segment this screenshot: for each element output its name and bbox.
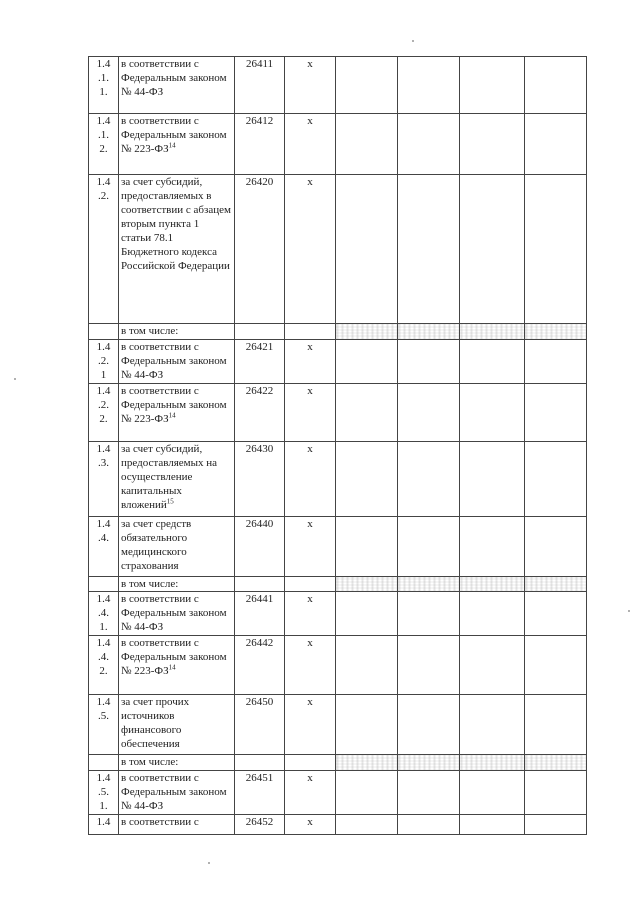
row-description-text: в том числе: — [121, 578, 179, 590]
table-row — [89, 592, 587, 636]
row-code: 26440 — [235, 517, 285, 577]
empty-cell — [336, 755, 398, 771]
row-description-text: в соответствии с Федеральным законом № 223-ФЗ — [121, 115, 227, 155]
row-number: 1.4 .3. — [89, 442, 119, 517]
empty-cell — [525, 577, 587, 592]
empty-cell — [460, 636, 525, 695]
row-description — [119, 577, 235, 592]
empty-cell — [525, 114, 587, 175]
empty-cell — [398, 517, 460, 577]
row-description — [119, 755, 235, 771]
row-description — [119, 771, 235, 815]
table-row — [89, 340, 587, 384]
row-description — [119, 324, 235, 340]
empty-cell — [525, 517, 587, 577]
row-number: 1.4 .4. 2. — [89, 636, 119, 695]
empty-cell — [460, 114, 525, 175]
empty-cell — [398, 324, 460, 340]
empty-cell — [336, 114, 398, 175]
row-x-mark — [285, 324, 336, 340]
empty-cell — [336, 577, 398, 592]
empty-cell — [398, 175, 460, 324]
row-description-text: в том числе: — [121, 756, 179, 768]
row-code: 26422 — [235, 384, 285, 442]
row-code: 26451 — [235, 771, 285, 815]
footnote-ref: 14 — [168, 663, 176, 672]
row-code: 26441 — [235, 592, 285, 636]
empty-cell — [336, 175, 398, 324]
row-description — [119, 592, 235, 636]
empty-cell — [460, 695, 525, 755]
row-description — [119, 384, 235, 442]
row-description — [119, 695, 235, 755]
empty-cell — [525, 636, 587, 695]
empty-cell — [460, 517, 525, 577]
table-body — [89, 57, 587, 835]
empty-cell — [525, 771, 587, 815]
empty-cell — [336, 815, 398, 835]
empty-cell — [398, 577, 460, 592]
empty-cell — [460, 815, 525, 835]
empty-cell — [460, 340, 525, 384]
subtotal-row — [89, 755, 587, 771]
row-code — [235, 577, 285, 592]
row-description-text: в соответствии с Федеральным законом № 44-ФЗ — [121, 772, 227, 812]
row-description — [119, 517, 235, 577]
row-x-mark: x — [285, 592, 336, 636]
empty-cell — [336, 442, 398, 517]
empty-cell — [525, 324, 587, 340]
row-x-mark — [285, 755, 336, 771]
row-description-text: за счет прочих источников финансового обеспечения — [121, 696, 190, 750]
empty-cell — [398, 384, 460, 442]
empty-cell — [336, 695, 398, 755]
empty-cell — [460, 771, 525, 815]
empty-cell — [525, 57, 587, 114]
row-x-mark: x — [285, 771, 336, 815]
empty-cell — [336, 517, 398, 577]
empty-cell — [336, 384, 398, 442]
row-code: 26412 — [235, 114, 285, 175]
empty-cell — [525, 695, 587, 755]
row-x-mark: x — [285, 636, 336, 695]
row-x-mark: x — [285, 340, 336, 384]
empty-cell — [336, 592, 398, 636]
row-code: 26452 — [235, 815, 285, 835]
row-number: 1.4 .2. 1 — [89, 340, 119, 384]
empty-cell — [525, 175, 587, 324]
row-description — [119, 636, 235, 695]
table-row — [89, 175, 587, 324]
row-number: 1.4 .1. 1. — [89, 57, 119, 114]
empty-cell — [460, 175, 525, 324]
row-number: 1.4 .4. — [89, 517, 119, 577]
empty-cell — [336, 324, 398, 340]
table-row — [89, 384, 587, 442]
table-row — [89, 442, 587, 517]
empty-cell — [460, 755, 525, 771]
row-x-mark: x — [285, 442, 336, 517]
row-code: 26450 — [235, 695, 285, 755]
empty-cell — [398, 442, 460, 517]
empty-cell — [398, 815, 460, 835]
empty-cell — [525, 755, 587, 771]
empty-cell — [525, 442, 587, 517]
row-description-text: в соответствии с Федеральным законом № 44-ФЗ — [121, 341, 227, 381]
empty-cell — [398, 592, 460, 636]
row-code: 26442 — [235, 636, 285, 695]
subtotal-row — [89, 577, 587, 592]
row-description-text: в соответствии с Федеральным законом № 223-ФЗ — [121, 637, 227, 677]
row-number: 1.4 .5. — [89, 695, 119, 755]
empty-cell — [398, 114, 460, 175]
table-row — [89, 57, 587, 114]
row-x-mark: x — [285, 815, 336, 835]
report-table — [88, 56, 587, 835]
table-row — [89, 114, 587, 175]
row-x-mark: x — [285, 384, 336, 442]
empty-cell — [398, 695, 460, 755]
row-description-text: в том числе: — [121, 325, 179, 337]
empty-cell — [525, 340, 587, 384]
row-number — [89, 577, 119, 592]
empty-cell — [525, 592, 587, 636]
table-row — [89, 815, 587, 835]
row-description-text: за счет субсидий, предоставляемых на осуществление капитальных вложений — [121, 443, 218, 511]
row-number: 1.4 .5. 1. — [89, 771, 119, 815]
empty-cell — [460, 384, 525, 442]
row-description-text: в соответствии с Федеральным законом № 44-ФЗ — [121, 593, 227, 633]
row-description-text: в соответствии с Федеральным законом № 44-ФЗ — [121, 58, 227, 98]
table-row — [89, 771, 587, 815]
row-code — [235, 755, 285, 771]
table-row — [89, 517, 587, 577]
row-x-mark: x — [285, 175, 336, 324]
row-number: 1.4 .2. 2. — [89, 384, 119, 442]
empty-cell — [336, 636, 398, 695]
row-x-mark: x — [285, 517, 336, 577]
empty-cell — [460, 577, 525, 592]
empty-cell — [336, 340, 398, 384]
empty-cell — [525, 815, 587, 835]
row-number: 1.4 .1. 2. — [89, 114, 119, 175]
row-description — [119, 442, 235, 517]
row-code — [235, 324, 285, 340]
row-code: 26430 — [235, 442, 285, 517]
empty-cell — [398, 771, 460, 815]
row-description — [119, 57, 235, 114]
footnote-ref: 14 — [168, 141, 176, 150]
row-code: 26420 — [235, 175, 285, 324]
empty-cell — [398, 57, 460, 114]
row-number — [89, 324, 119, 340]
empty-cell — [336, 771, 398, 815]
row-description — [119, 175, 235, 324]
row-description-text: в соответствии с Федеральным законом № 223-ФЗ — [121, 385, 227, 425]
footnote-ref: 15 — [166, 497, 174, 506]
scan-speck — [208, 862, 210, 864]
row-number — [89, 755, 119, 771]
row-code: 26421 — [235, 340, 285, 384]
table-row — [89, 695, 587, 755]
row-x-mark: x — [285, 57, 336, 114]
empty-cell — [398, 636, 460, 695]
empty-cell — [336, 57, 398, 114]
scan-speck — [628, 610, 630, 612]
row-x-mark: x — [285, 114, 336, 175]
row-number: 1.4 .4. 1. — [89, 592, 119, 636]
row-number: 1.4 — [89, 815, 119, 835]
empty-cell — [460, 324, 525, 340]
row-code: 26411 — [235, 57, 285, 114]
row-description-text: за счет субсидий, предоставляемых в соответствии с абзацем вторым пункта 1 статьи 78.1 Бюджетного кодекса Российской Федерации — [121, 176, 231, 272]
table-row — [89, 636, 587, 695]
empty-cell — [460, 592, 525, 636]
row-x-mark — [285, 577, 336, 592]
row-description-text: за счет средств обязательного медицинского страхования — [121, 518, 192, 572]
row-x-mark: x — [285, 695, 336, 755]
scan-speck — [14, 378, 16, 380]
subtotal-row — [89, 324, 587, 340]
footnote-ref: 14 — [168, 411, 176, 420]
row-number: 1.4 .2. — [89, 175, 119, 324]
empty-cell — [460, 57, 525, 114]
row-description — [119, 114, 235, 175]
empty-cell — [460, 442, 525, 517]
empty-cell — [398, 755, 460, 771]
empty-cell — [398, 340, 460, 384]
row-description-text: в соответствии с — [121, 816, 199, 828]
row-description — [119, 815, 235, 835]
empty-cell — [525, 384, 587, 442]
row-description — [119, 340, 235, 384]
scan-speck — [412, 40, 414, 42]
